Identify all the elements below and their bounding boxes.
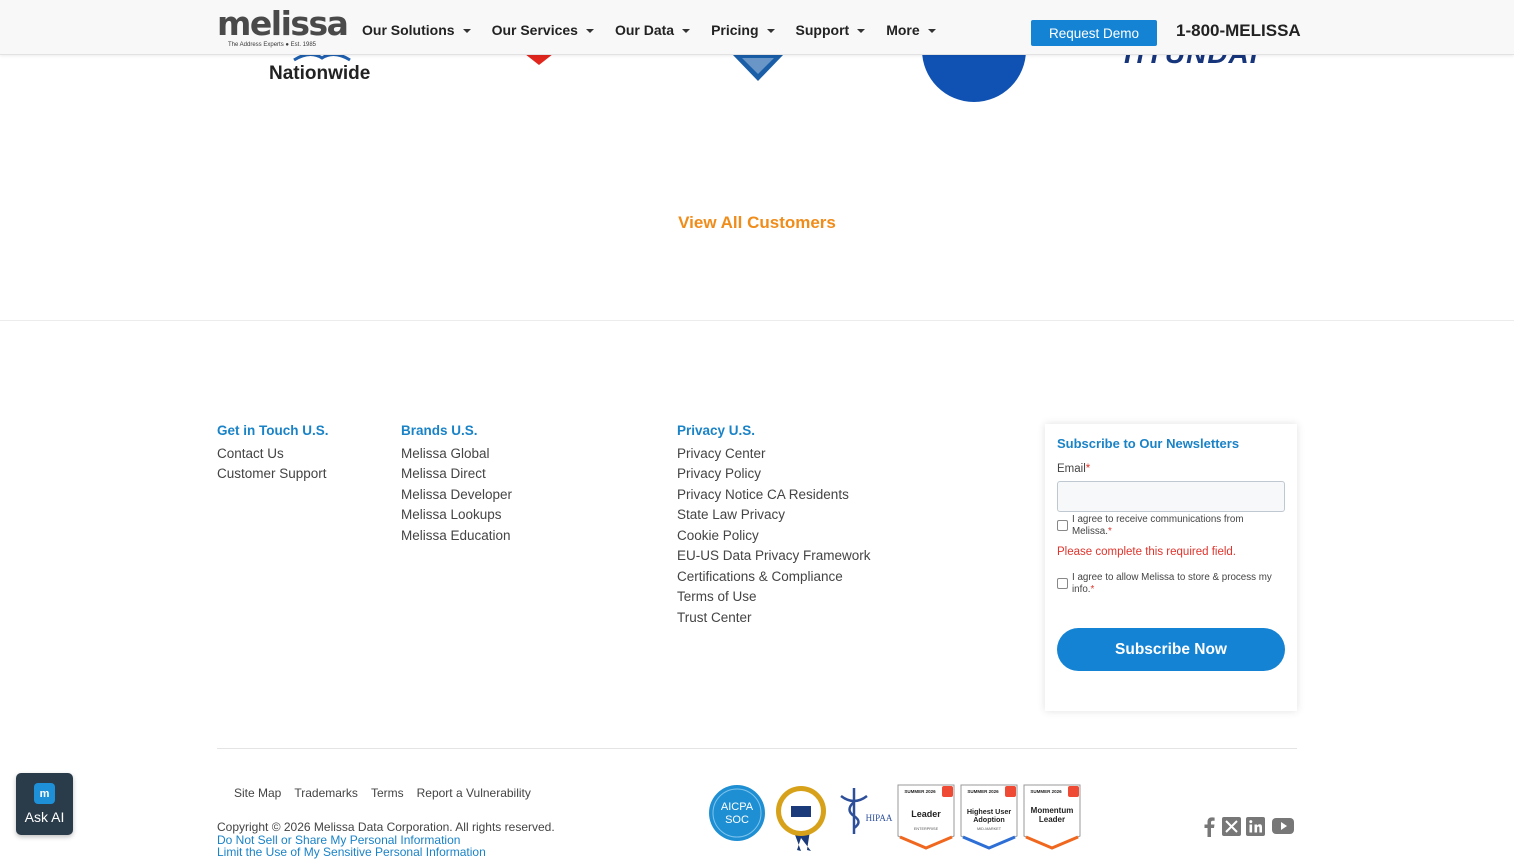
footer-link-melissa-developer[interactable]: Melissa Developer [401, 486, 513, 502]
main-nav [362, 22, 957, 38]
footer-divider [217, 748, 1297, 749]
phone-number[interactable]: 1-800-MELISSA [1176, 21, 1301, 40]
nav-label: Our Data [614, 22, 675, 38]
site-header [0, 0, 1514, 55]
x-twitter-icon[interactable] [1222, 817, 1241, 836]
g2-sub: MID-MARKET [976, 827, 1002, 831]
g2-sub: ENTERPRISE [913, 827, 939, 831]
consent-store-row [1057, 572, 1272, 596]
melissa-logo[interactable] [217, 4, 348, 51]
newsletter-title: Subscribe to Our Newsletters [1057, 436, 1240, 451]
soc-text: SOC [725, 814, 749, 826]
required-mark: * [1090, 584, 1095, 595]
request-demo-button[interactable]: Request Demo [1031, 20, 1157, 46]
footer-link-trust-center[interactable]: Trust Center [677, 609, 752, 625]
site-map-link[interactable]: Site Map [234, 786, 282, 800]
consent-communications-label [1072, 514, 1272, 538]
footer-link-eu-us-framework[interactable]: EU-US Data Privacy Framework [677, 548, 871, 563]
nav-label: Our Solutions [362, 22, 455, 38]
nav-more[interactable] [886, 22, 935, 38]
report-vulnerability-link[interactable]: Report a Vulnerability [416, 786, 531, 800]
aicpa-text: AICPA [720, 801, 754, 813]
column-title: Brands U.S. [401, 423, 478, 438]
footer-link-terms-of-use[interactable]: Terms of Use [677, 589, 757, 604]
footer-link-privacy-center[interactable]: Privacy Center [677, 445, 766, 461]
g2-title: Highest User [966, 807, 1012, 816]
g2-title-line2: Adoption [973, 815, 1005, 824]
footer-link-customer-support[interactable]: Customer Support [217, 466, 327, 481]
g2-leader-badge [897, 784, 955, 850]
g2-momentum-leader-badge [1023, 784, 1081, 850]
do-not-sell-link[interactable]: Do Not Sell or Share My Personal Information [217, 833, 461, 847]
caret-down-icon [857, 29, 865, 33]
footer-link-privacy-policy[interactable]: Privacy Policy [677, 466, 762, 481]
caret-down-icon [586, 29, 594, 33]
nav-our-solutions[interactable] [362, 22, 471, 38]
g2-season: SUMMER 2026 [904, 789, 936, 794]
limit-use-link[interactable]: Limit the Use of My Sensitive Personal Information [217, 845, 486, 859]
nav-pricing[interactable] [711, 22, 774, 38]
footer-link-cookie-policy[interactable]: Cookie Policy [677, 527, 759, 543]
caret-down-icon [767, 29, 775, 33]
aicpa-soc-badge [708, 784, 766, 842]
bottom-links [234, 786, 544, 800]
caret-down-icon [928, 29, 936, 33]
hipaa-text: HIPAA [865, 813, 893, 823]
column-title: Privacy U.S. [677, 423, 756, 438]
consent-communications-row [1057, 514, 1272, 538]
nav-label: More [886, 22, 920, 38]
subscribe-now-button[interactable]: Subscribe Now [1057, 628, 1285, 671]
ask-ai-label: Ask AI [24, 809, 65, 825]
g2-season: SUMMER 2026 [967, 789, 999, 794]
nav-label: Our Services [491, 22, 578, 38]
required-field-error: Please complete this required field. [1057, 546, 1236, 558]
nav-label: Support [795, 22, 850, 38]
section-divider [0, 320, 1514, 321]
g2-season: SUMMER 2026 [1030, 789, 1062, 794]
required-mark: * [1085, 463, 1091, 475]
terms-link[interactable]: Terms [370, 786, 404, 800]
logo-tagline: The Address Experts ● Est. 1985 [228, 42, 317, 48]
footer-link-melissa-direct[interactable]: Melissa Direct [401, 466, 486, 481]
melissa-ai-icon: m [34, 783, 55, 804]
youtube-icon[interactable] [1272, 817, 1294, 835]
g2-title: Leader [911, 809, 941, 819]
caret-down-icon [463, 29, 471, 33]
footer-link-state-law-privacy[interactable]: State Law Privacy [677, 507, 786, 522]
caret-down-icon [682, 29, 690, 33]
nav-label: Pricing [711, 22, 759, 38]
logo-wordmark: melissa [217, 4, 348, 43]
linkedin-icon[interactable] [1246, 817, 1265, 836]
newsletter-card [1045, 424, 1297, 711]
trademarks-link[interactable]: Trademarks [294, 786, 358, 800]
footer-link-privacy-notice-ca[interactable]: Privacy Notice CA Residents [677, 486, 849, 502]
view-all-customers-link[interactable]: View All Customers [678, 213, 836, 232]
footer-link-contact-us[interactable]: Contact Us [217, 445, 284, 461]
consent-communications-checkbox[interactable] [1057, 520, 1068, 531]
nationwide-logo-text: Nationwide [269, 63, 371, 84]
nav-support[interactable] [796, 22, 866, 38]
usps-certified-seal [773, 784, 829, 851]
email-label [1057, 463, 1090, 475]
nav-our-services[interactable] [492, 22, 594, 38]
email-input[interactable] [1057, 481, 1285, 512]
g2-title-line2: Leader [1038, 815, 1066, 824]
required-mark: * [1107, 526, 1112, 537]
footer-link-melissa-education[interactable]: Melissa Education [401, 527, 511, 543]
g2-highest-user-adoption-badge [960, 784, 1018, 850]
blue-circle-logo [920, 50, 1028, 86]
footer-link-melissa-global[interactable]: Melissa Global [401, 445, 490, 461]
email-label-text: Email [1057, 463, 1086, 475]
consent-text: I agree to allow Melissa to store & process my info. [1072, 572, 1272, 595]
footer-link-melissa-lookups[interactable]: Melissa Lookups [401, 507, 502, 522]
copyright-text: Copyright © 2026 Melissa Data Corporation. All rights reserved. [217, 820, 555, 834]
privacy-column [677, 423, 871, 628]
facebook-icon[interactable] [1201, 817, 1217, 837]
column-title: Get in Touch U.S. [217, 423, 329, 438]
consent-store-label [1072, 572, 1272, 596]
nav-our-data[interactable] [615, 22, 690, 38]
ask-ai-button[interactable] [16, 773, 73, 835]
consent-text: I agree to receive communications from Melissa. [1072, 514, 1244, 537]
hipaa-badge [835, 784, 892, 836]
footer-link-certifications[interactable]: Certifications & Compliance [677, 568, 843, 584]
get-in-touch-column [217, 423, 329, 485]
brands-column [401, 423, 512, 546]
consent-store-checkbox[interactable] [1057, 578, 1068, 589]
blue-pizza-logo [730, 52, 786, 82]
g2-title: Momentum [1030, 806, 1074, 815]
